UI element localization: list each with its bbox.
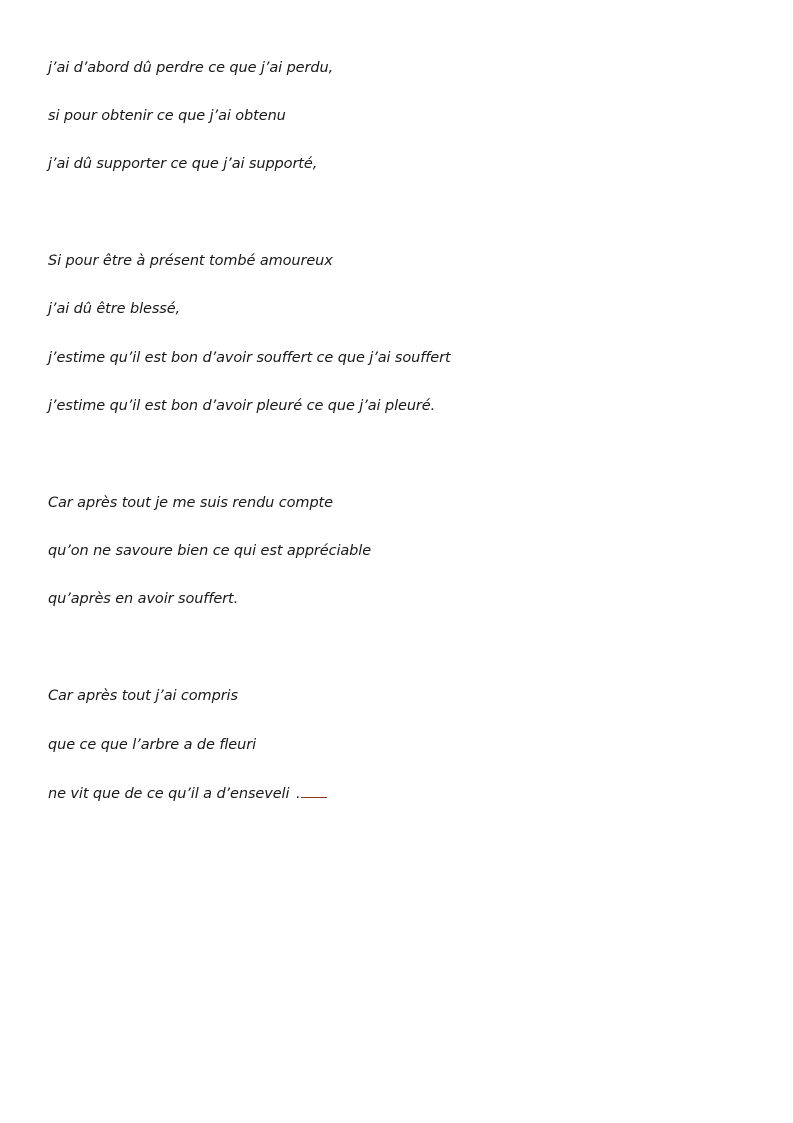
poem-line: si pour obtenir ce que j’ai obtenu xyxy=(48,108,286,124)
underline-mark xyxy=(301,783,327,798)
poem-line: qu’on ne savoure bien ce qui est appréciable xyxy=(48,543,372,559)
poem-line: j’ai d’abord dû perdre ce que j’ai perdu, xyxy=(48,60,334,76)
poem-line: j’estime qu’il est bon d’avoir pleuré ce que j’ai pleuré. xyxy=(48,398,436,414)
poem-line: qu’après en avoir souffert. xyxy=(48,591,239,607)
poem-line: j’ai dû supporter ce que j’ai supporté, xyxy=(48,156,318,172)
poem-line-period: . xyxy=(295,786,301,802)
poem-line: Si pour être à présent tombé amoureux xyxy=(48,253,333,269)
poem-line: que ce que l’arbre a de fleuri xyxy=(48,737,256,753)
poem-line: Car après tout je me suis rendu compte xyxy=(48,495,333,511)
poem-line: j’ai dû être blessé, xyxy=(48,301,181,317)
poem-line-text: ne vit que de ce qu’il a d’enseveli xyxy=(48,786,290,802)
poem-line: Car après tout j’ai compris xyxy=(48,688,238,704)
poem-last-line xyxy=(48,783,327,804)
poem-line: j’estime qu’il est bon d’avoir souffert ce que j’ai souffert xyxy=(48,350,451,366)
